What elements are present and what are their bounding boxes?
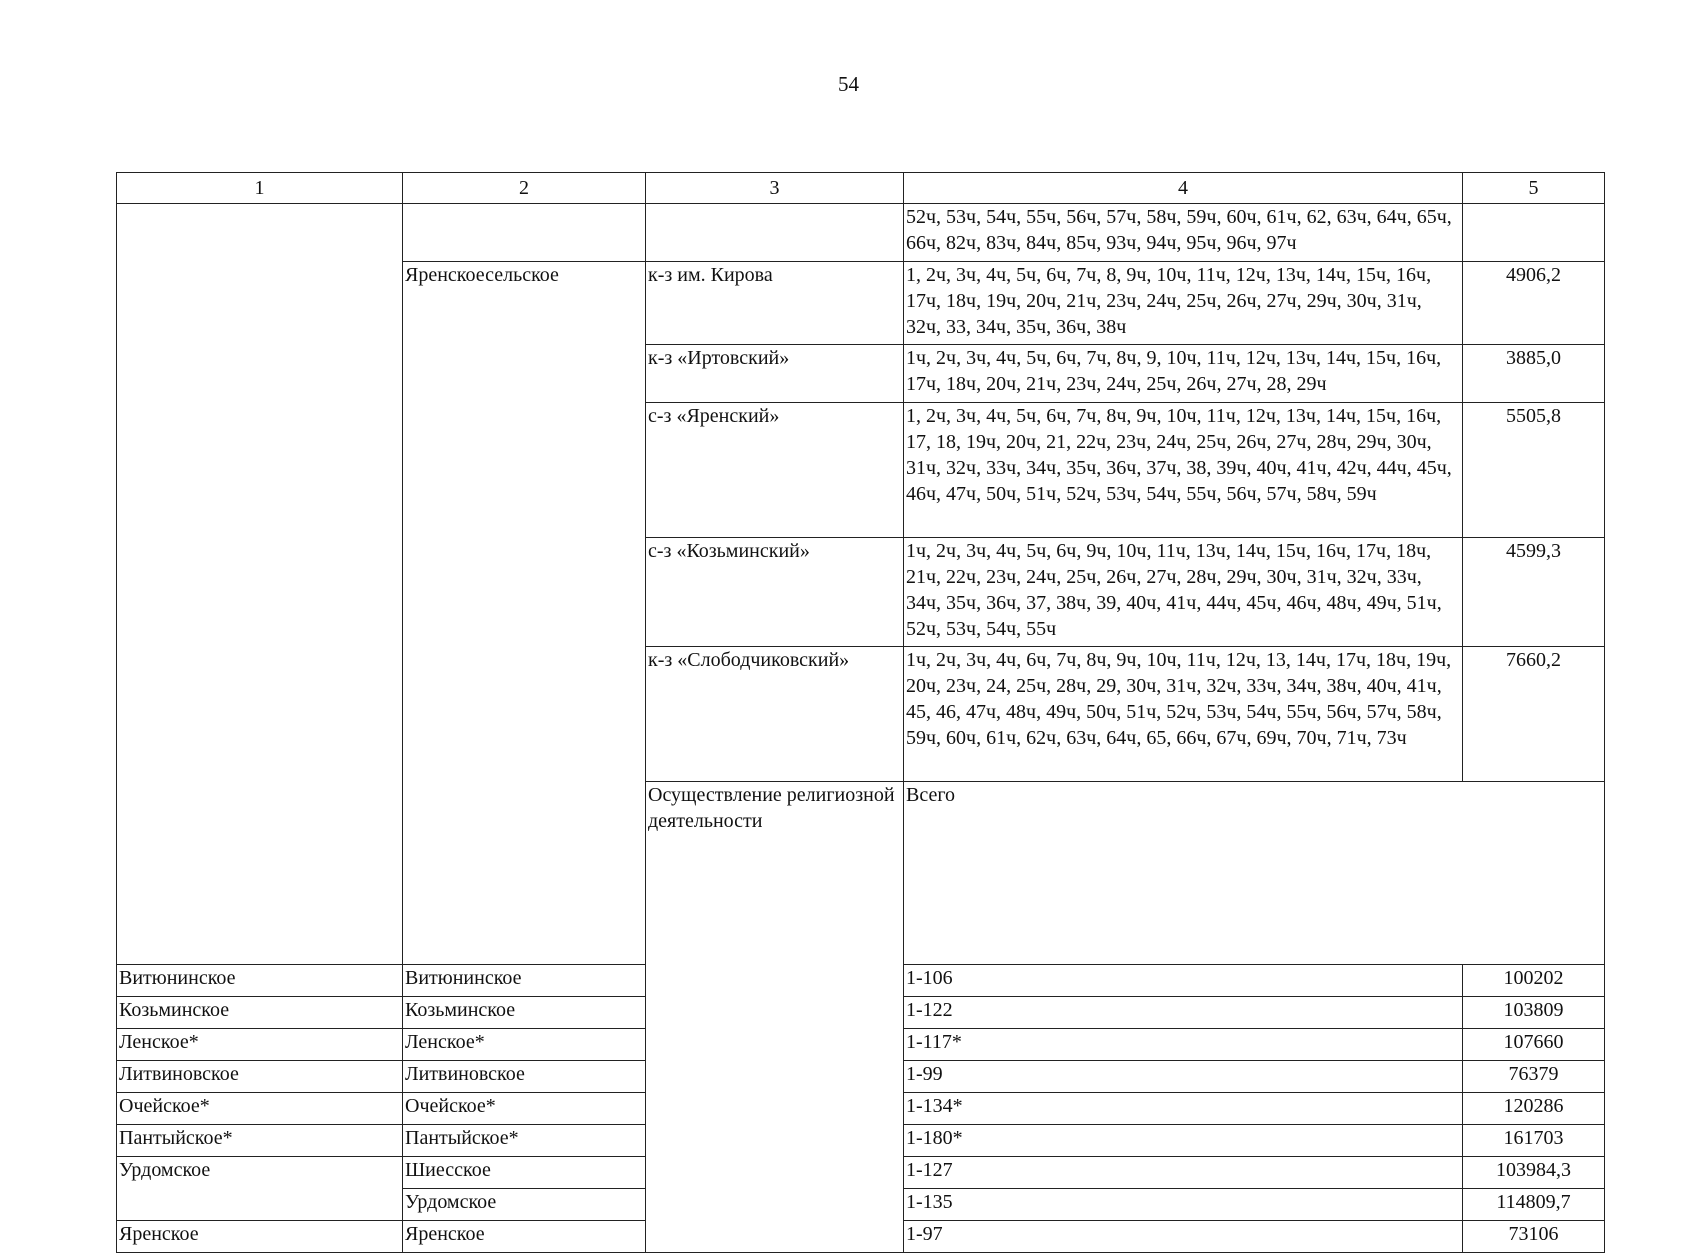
municipality-cell: Ленское*: [117, 1029, 403, 1061]
farm-cell: с-з «Козьминский»: [646, 538, 904, 647]
column-header-1: 1: [117, 173, 403, 204]
forestry-cell: Очейское*: [403, 1093, 646, 1125]
quarters-cell: 1-99: [904, 1061, 1463, 1093]
total-label: Всего: [904, 782, 1605, 965]
plots-cell: 1, 2ч, 3ч, 4ч, 5ч, 6ч, 7ч, 8ч, 9ч, 10ч, 11ч, 12ч, 13ч, 14ч, 15ч, 16ч, 17, 18, 19ч, 20ч, 21, 22ч, 23ч, 24ч, 25ч, 26ч, 27ч, 28ч, 29ч, 30ч, 31ч, 32ч, 33ч, 34ч, 35ч, 36ч, 37ч, 38, 39ч, 40ч, 41ч, 42ч, 44ч, 45ч, 46ч, 47ч, 50ч, 51ч, 52ч, 53ч, 54ч, 55ч, 56ч, 57ч, 58ч, 59ч: [904, 403, 1463, 538]
forestry-cell: Пантыйское*: [403, 1125, 646, 1157]
area-cell: 3885,0: [1463, 345, 1605, 403]
column-header-5: 5: [1463, 173, 1605, 204]
farm-cell: к-з «Иртовский»: [646, 345, 904, 403]
forestry-cell-empty: [646, 204, 904, 262]
plots-cell: 1ч, 2ч, 3ч, 4ч, 5ч, 6ч, 7ч, 8ч, 9, 10ч, 11ч, 12ч, 13ч, 14ч, 15ч, 16ч, 17ч, 18ч, 20ч, 21ч, 23ч, 24ч, 25ч, 26ч, 27ч, 28, 29ч: [904, 345, 1463, 403]
area-cell: 4599,3: [1463, 538, 1605, 647]
quarters-cell: 1-106: [904, 965, 1463, 997]
municipality-cell: Пантыйское*: [117, 1125, 403, 1157]
quarters-cell: 1-122: [904, 997, 1463, 1029]
area-cell: 103984,3: [1463, 1157, 1605, 1189]
forestry-cell: Литвиновское: [403, 1061, 646, 1093]
area-cell: 4906,2: [1463, 262, 1605, 345]
area-cell: 73106: [1463, 1221, 1605, 1253]
area-cell: 161703: [1463, 1125, 1605, 1157]
column-header-4: 4: [904, 173, 1463, 204]
area-cell: 103809: [1463, 997, 1605, 1029]
municipality-cell: Очейское*: [117, 1093, 403, 1125]
forestry-cell: Шиесское: [403, 1157, 646, 1189]
quarters-cell: 1-97: [904, 1221, 1463, 1253]
area-cell: 100202: [1463, 965, 1605, 997]
table-row: [117, 204, 1605, 262]
area-cell: 120286: [1463, 1093, 1605, 1125]
municipality-cell: Урдомское: [117, 1157, 403, 1221]
municipality-cell: Козьминское: [117, 997, 403, 1029]
forestry-cell: Витюнинское: [403, 965, 646, 997]
purpose-cell: Осуществление религиозной деятельности: [646, 782, 904, 1253]
area-cell: 76379: [1463, 1061, 1605, 1093]
farm-cell: с-з «Яренский»: [646, 403, 904, 538]
quarters-cell: 1-117*: [904, 1029, 1463, 1061]
plots-cell: 52ч, 53ч, 54ч, 55ч, 56ч, 57ч, 58ч, 59ч, 60ч, 61ч, 62, 63ч, 64ч, 65ч, 66ч, 82ч, 83ч, 84ч, 85ч, 93ч, 94ч, 95ч, 96ч, 97ч: [904, 204, 1463, 262]
page-number: 54: [838, 72, 859, 96]
plots-cell: 1, 2ч, 3ч, 4ч, 5ч, 6ч, 7ч, 8, 9ч, 10ч, 11ч, 12ч, 13ч, 14ч, 15ч, 16ч, 17ч, 18ч, 19ч, 20ч, 21ч, 23ч, 24ч, 25ч, 26ч, 27ч, 29ч, 30ч, 31ч, 32ч, 33, 34ч, 35ч, 36ч, 38ч: [904, 262, 1463, 345]
area-cell: 107660: [1463, 1029, 1605, 1061]
column-header-2: 2: [403, 173, 646, 204]
quarters-cell: 1-127: [904, 1157, 1463, 1189]
purpose-cell-empty: [117, 204, 403, 965]
farm-cell: к-з им. Кирова: [646, 262, 904, 345]
forestry-cell: Козьминское: [403, 997, 646, 1029]
area-cell: 7660,2: [1463, 647, 1605, 782]
plots-cell: 1ч, 2ч, 3ч, 4ч, 6ч, 7ч, 8ч, 9ч, 10ч, 11ч, 12ч, 13, 14ч, 17ч, 18ч, 19ч, 20ч, 23ч, 24, 25ч, 28ч, 29, 30ч, 31ч, 32ч, 33ч, 34ч, 38ч, 40ч, 41ч, 45, 46, 47ч, 48ч, 49ч, 50ч, 51ч, 52ч, 53ч, 54ч, 55ч, 56ч, 57ч, 58ч, 59ч, 60ч, 61ч, 62ч, 63ч, 64ч, 65, 66ч, 67ч, 69ч, 70ч, 71ч, 73ч: [904, 647, 1463, 782]
forestry-cell: Урдомское: [403, 1189, 646, 1221]
forestry-cell: Яренское: [403, 1221, 646, 1253]
column-number-row: [117, 173, 1605, 204]
municipality-cell: Яренскоесельское: [403, 262, 646, 965]
area-cell: 5505,8: [1463, 403, 1605, 538]
quarters-cell: 1-180*: [904, 1125, 1463, 1157]
municipality-cell-empty: [403, 204, 646, 262]
area-cell-empty: [1463, 204, 1605, 262]
forestry-cell: Ленское*: [403, 1029, 646, 1061]
column-header-3: 3: [646, 173, 904, 204]
plots-cell: 1ч, 2ч, 3ч, 4ч, 5ч, 6ч, 9ч, 10ч, 11ч, 13ч, 14ч, 15ч, 16ч, 17ч, 18ч, 21ч, 22ч, 23ч, 24ч, 25ч, 26ч, 27ч, 28ч, 29ч, 30ч, 31ч, 32ч, 33ч, 34ч, 35ч, 36ч, 37, 38ч, 39, 40ч, 41ч, 44ч, 45ч, 46ч, 48ч, 49ч, 51ч, 52ч, 53ч, 54ч, 55ч: [904, 538, 1463, 647]
municipality-cell: Витюнинское: [117, 965, 403, 997]
quarters-cell: 1-134*: [904, 1093, 1463, 1125]
forest-use-table: [116, 172, 1605, 1253]
area-cell: 114809,7: [1463, 1189, 1605, 1221]
farm-cell: к-з «Слободчиковский»: [646, 647, 904, 782]
quarters-cell: 1-135: [904, 1189, 1463, 1221]
municipality-cell: Литвиновское: [117, 1061, 403, 1093]
municipality-cell: Яренское: [117, 1221, 403, 1253]
